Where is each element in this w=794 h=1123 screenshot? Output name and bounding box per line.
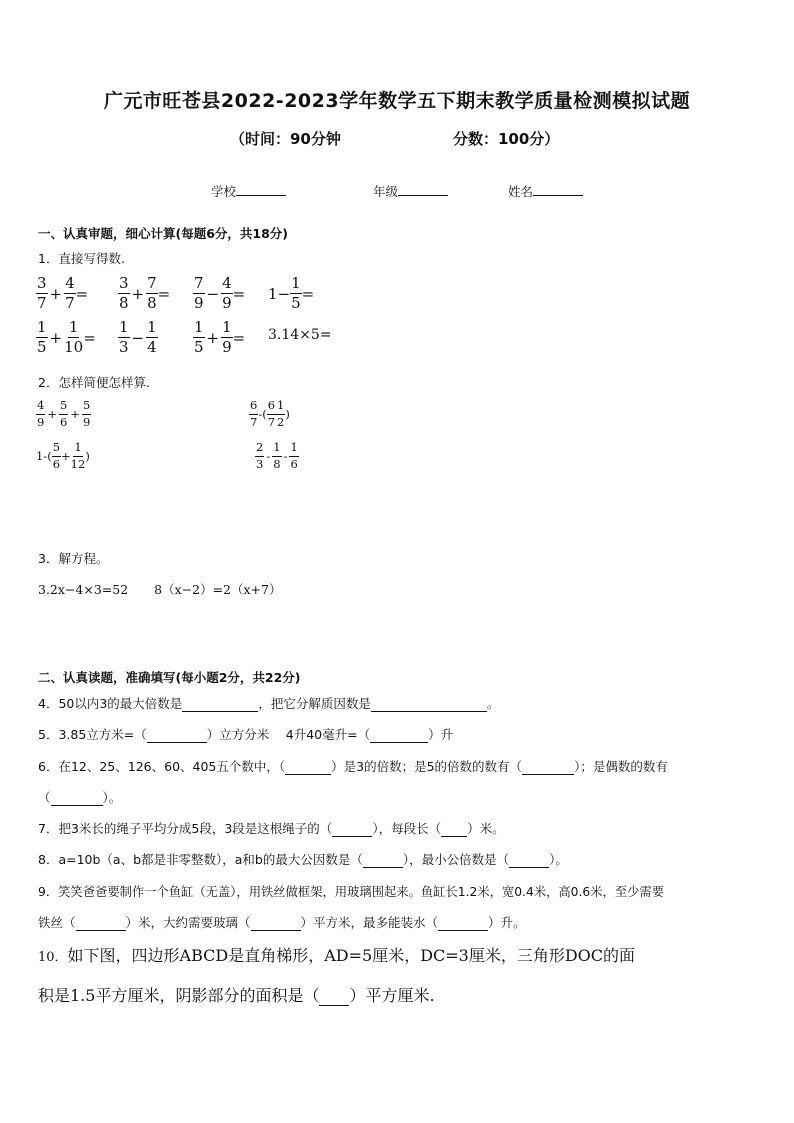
q1-expr-5: $\frac{1}{5}$ + $\frac{1}{10}$ = <box>37 318 96 356</box>
section1-heading: 一、认真审题，细心计算(每题6分，共18分) <box>38 226 289 241</box>
q1-expr-6: $\frac{1}{3}$ − $\frac{1}{4}$ <box>119 318 157 356</box>
q6: 6．在12、25、126、60、405五个数中，（ ）是3的倍数；是5的倍数的数有（ ）；是偶数的数有 <box>38 759 668 774</box>
grade-field <box>373 182 448 200</box>
q2-expr-2: $\frac{6}{7}$ -( $\frac{6}{7}$ $\frac{1}{2}$ ) <box>250 398 290 429</box>
name-field <box>508 182 583 200</box>
q9-cont: 铁丝（ ）米，大约需要玻璃（ ）平方米，最多能装水（ ）升。 <box>38 915 526 930</box>
school-blank[interactable] <box>236 183 286 196</box>
q6-blank-3[interactable] <box>51 790 103 806</box>
q1-expr-1: $\frac{3}{7}$ + $\frac{4}{7}$ = <box>37 274 89 312</box>
q3-label: 3．解方程。 <box>38 551 109 566</box>
q3-equation-1: 3.2x−4×3=52 <box>38 582 129 597</box>
exam-score: 分数：100分） <box>453 130 560 148</box>
q4: 4．50以内3的最大倍数是 ，把它分解质因数是 。 <box>38 696 500 711</box>
name-label: 姓名 <box>508 184 534 199</box>
q4-blank-1[interactable] <box>182 696 258 712</box>
section2-heading: 二、认真读题，准确填写(每小题2分，共22分) <box>38 670 301 685</box>
q2-expr-4: $\frac{2}{3}$ - $\frac{1}{8}$ - $\frac{1}{6}$ <box>256 440 298 471</box>
q3-equation-2: 8（x−2）=2（x+7） <box>154 582 282 597</box>
school-field <box>211 182 286 200</box>
q10: 10．如下图，四边形ABCD是直角梯形，AD=5厘米，DC=3厘米，三角形DOC的面 积是1.5平方厘米，阴影部分的面积是（ ）平方厘米. <box>38 946 636 1005</box>
q3-equations <box>38 580 281 598</box>
q6-blank-2[interactable] <box>522 759 574 775</box>
q2-label: 2．怎样简便怎样算. <box>38 375 150 390</box>
school-label: 学校 <box>211 184 237 199</box>
q1-label: 1．直接写得数. <box>38 251 125 266</box>
q9-blank-1[interactable] <box>76 915 126 931</box>
q7-blank-1[interactable] <box>332 821 372 837</box>
q8: 8．a=10b（a、b都是非零整数），a和b的最大公因数是（ ），最小公倍数是（ ）。 <box>38 852 568 867</box>
q9-blank-3[interactable] <box>438 915 488 931</box>
q10-blank[interactable] <box>319 987 349 1006</box>
q6-blank-1[interactable] <box>285 759 331 775</box>
q9-blank-2[interactable] <box>251 915 301 931</box>
q6-cont: （ ）。 <box>38 790 122 805</box>
grade-blank[interactable] <box>398 183 448 196</box>
q1-expr-3: $\frac{7}{9}$ − $\frac{4}{9}$ = <box>194 274 246 312</box>
exam-title: 广元市旺苍县2022-2023学年数学五下期末教学质量检测模拟试题 <box>103 90 691 112</box>
q5-blank-2[interactable] <box>370 727 428 743</box>
q1-expr-2: $\frac{3}{8}$ + $\frac{7}{8}$ = <box>119 274 171 312</box>
q2-expr-3: 1-( $\frac{5}{6}$ + $\frac{1}{12}$ ) <box>36 440 90 471</box>
q1-expr-8: 3.14×5= <box>268 327 332 343</box>
q2-expr-1: $\frac{4}{9}$ + $\frac{5}{6}$ + $\frac{5}{9}$ <box>37 398 91 429</box>
q4-blank-2[interactable] <box>371 696 487 712</box>
q1-expr-4: 1− $\frac{1}{5}$ = <box>268 274 315 312</box>
q8-blank-1[interactable] <box>363 852 403 868</box>
name-blank[interactable] <box>533 183 583 196</box>
q9: 9．笑笑爸爸要制作一个鱼缸（无盖），用铁丝做框架，用玻璃围起来。鱼缸长1.2米，宽0.4米，高0.6米，至少需要 <box>38 885 665 899</box>
q5-blank-1[interactable] <box>147 727 207 743</box>
grade-label: 年级 <box>373 184 399 199</box>
exam-time: （时间：90分钟 <box>230 130 341 148</box>
q7: 7．把3米长的绳子平均分成5段，3段是这根绳子的（ ），每段长（ ）米。 <box>38 821 505 836</box>
q7-blank-2[interactable] <box>441 821 467 837</box>
q8-blank-2[interactable] <box>509 852 549 868</box>
q5: 5．3.85立方米=（ ）立方分米 4升40毫升=（ ）升 <box>38 727 454 742</box>
q1-expr-7: $\frac{1}{5}$ + $\frac{1}{9}$ = <box>194 318 246 356</box>
